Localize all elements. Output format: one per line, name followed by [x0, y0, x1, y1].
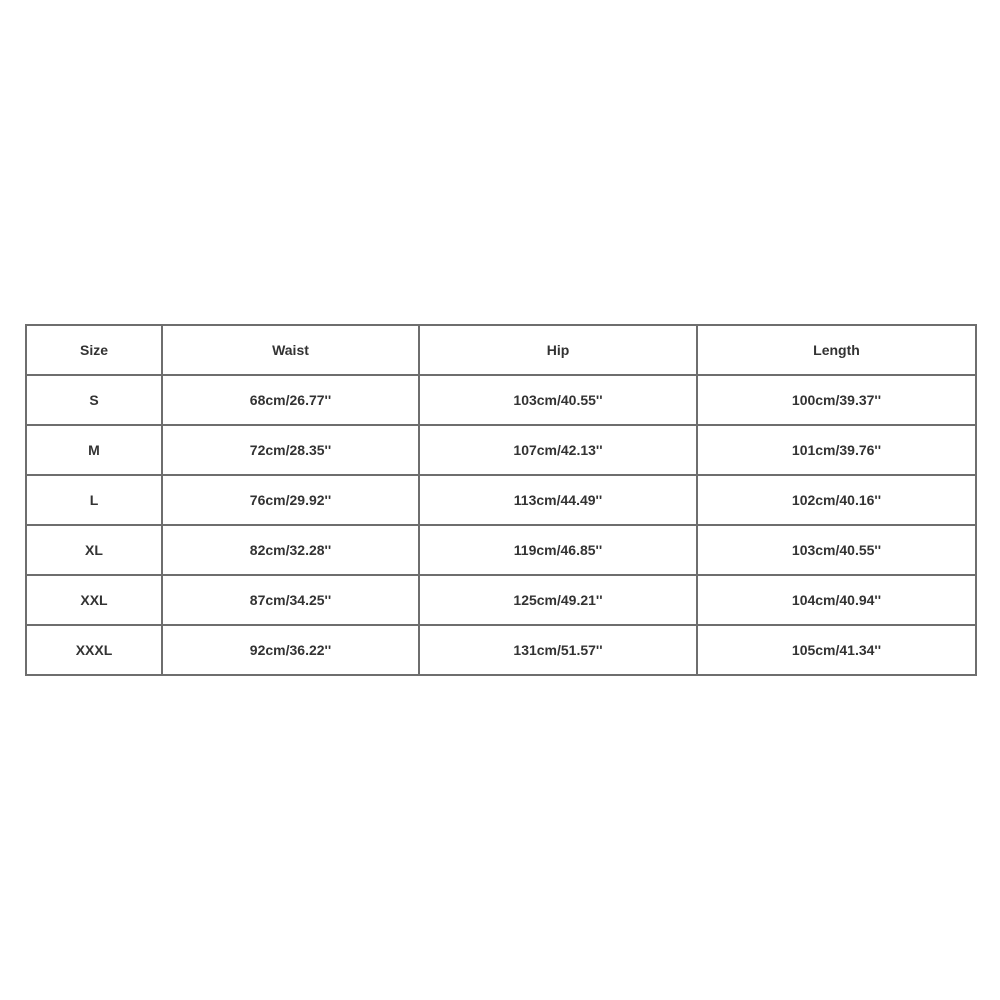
table-header — [26, 325, 976, 375]
length-cell: 100cm/39.37'' — [697, 375, 976, 425]
waist-cell: 68cm/26.77'' — [162, 375, 419, 425]
length-cell: 105cm/41.34'' — [697, 625, 976, 675]
table-body — [26, 375, 976, 675]
waist-cell: 87cm/34.25'' — [162, 575, 419, 625]
hip-cell: 119cm/46.85'' — [419, 525, 697, 575]
length-cell: 104cm/40.94'' — [697, 575, 976, 625]
table-row — [26, 525, 976, 575]
size-cell: S — [26, 375, 162, 425]
waist-cell: 82cm/32.28'' — [162, 525, 419, 575]
length-cell: 102cm/40.16'' — [697, 475, 976, 525]
table-row — [26, 575, 976, 625]
size-cell: M — [26, 425, 162, 475]
size-cell: XXL — [26, 575, 162, 625]
table-row — [26, 425, 976, 475]
length-cell: 103cm/40.55'' — [697, 525, 976, 575]
size-cell: XL — [26, 525, 162, 575]
hip-cell: 125cm/49.21'' — [419, 575, 697, 625]
table-row — [26, 625, 976, 675]
header-size: Size — [26, 325, 162, 375]
waist-cell: 72cm/28.35'' — [162, 425, 419, 475]
header-waist: Waist — [162, 325, 419, 375]
waist-cell: 76cm/29.92'' — [162, 475, 419, 525]
header-row — [26, 325, 976, 375]
table-row — [26, 475, 976, 525]
hip-cell: 103cm/40.55'' — [419, 375, 697, 425]
waist-cell: 92cm/36.22'' — [162, 625, 419, 675]
hip-cell: 131cm/51.57'' — [419, 625, 697, 675]
table-row — [26, 375, 976, 425]
header-length: Length — [697, 325, 976, 375]
hip-cell: 113cm/44.49'' — [419, 475, 697, 525]
length-cell: 101cm/39.76'' — [697, 425, 976, 475]
size-chart-table — [25, 324, 977, 676]
size-cell: XXXL — [26, 625, 162, 675]
size-cell: L — [26, 475, 162, 525]
header-hip: Hip — [419, 325, 697, 375]
hip-cell: 107cm/42.13'' — [419, 425, 697, 475]
